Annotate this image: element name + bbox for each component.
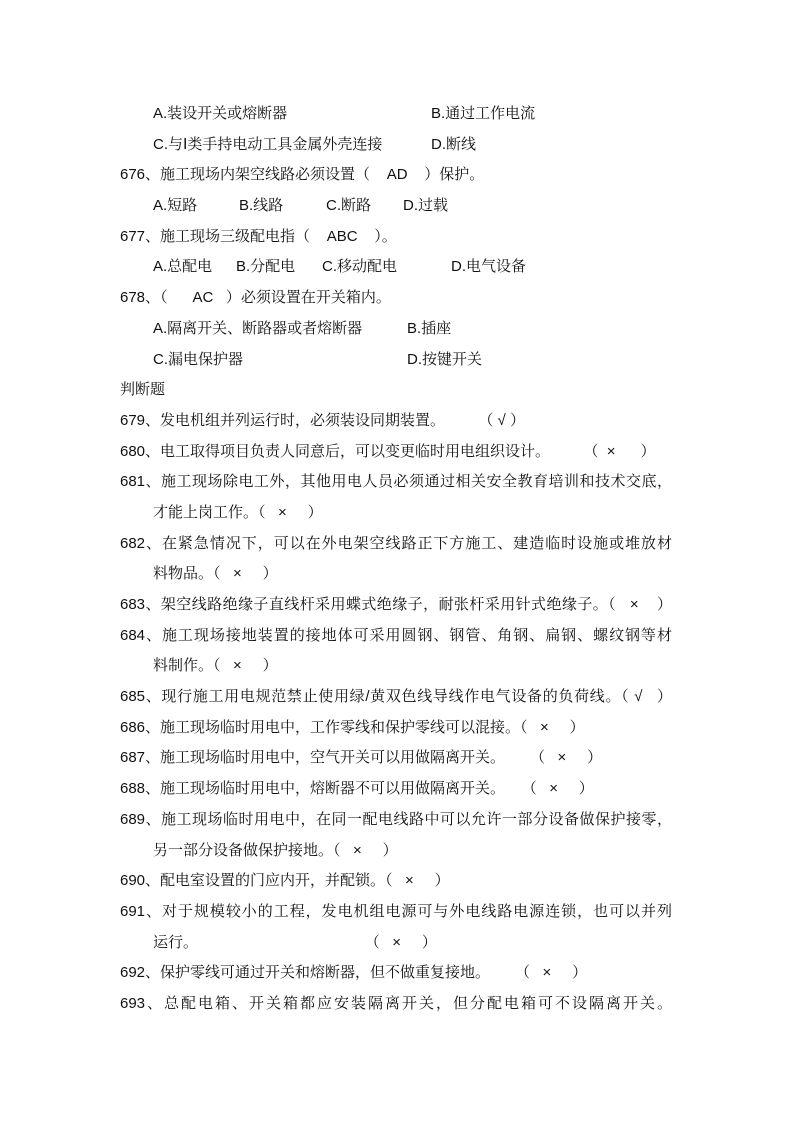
judgement-answer: （ × ） <box>213 657 278 675</box>
q678-options-row-1 <box>0 314 793 345</box>
question-676 <box>0 160 793 191</box>
judgement-item <box>0 621 672 652</box>
q678-options-row-2 <box>0 345 793 376</box>
judgement-answer: （ × ） <box>198 933 437 951</box>
answer: AC <box>167 289 226 307</box>
judgement-text-cont: 运行。 <box>153 933 199 951</box>
option-b: B.线路 <box>239 197 284 215</box>
judgement-text: 684、施工现场接地装置的接地体可采用圆钢、钢管、角钢、扁钢、螺纹钢等材 <box>120 626 672 644</box>
question-stem: 678、（ <box>120 289 168 307</box>
judgement-item <box>0 774 793 805</box>
option-d: D.电气设备 <box>451 258 527 276</box>
question-677 <box>0 222 793 253</box>
option-a: A.装设开关或熔断器 <box>153 105 288 122</box>
answer: AD <box>370 166 425 184</box>
judgement-text-cont: 料物品。 <box>153 565 214 583</box>
judgement-answer: （ × ） <box>333 841 398 859</box>
question-tail: ）保护。 <box>424 166 485 184</box>
judgement-item <box>0 467 672 498</box>
judgement-text: 685、现行施工用电规范禁止使用绿/黄双色线导线作电气设备的负荷线。 <box>120 688 622 706</box>
judgement-item <box>0 805 672 836</box>
judgement-continuation <box>0 559 793 590</box>
question-stem: 676、施工现场内架空线路必须设置（ <box>120 166 371 184</box>
judgement-text-cont: 才能上岗工作。 <box>153 503 259 521</box>
question-678 <box>0 283 793 314</box>
option-d: D.过载 <box>403 197 449 215</box>
judgement-continuation <box>0 928 793 959</box>
judgement-text: 682、在紧急情况下，可以在外电架空线路正下方施工、建造临时设施或堆放材 <box>120 534 672 552</box>
judgement-text: 683、架空线路绝缘子直线杆采用蝶式绝缘子，耐张杆采用针式绝缘子。 <box>120 596 609 613</box>
option-a: A.短路 <box>153 197 198 215</box>
option-a: A.总配电 <box>153 258 213 276</box>
judgement-item <box>0 743 793 774</box>
judgement-item <box>0 958 793 989</box>
judgement-answer: （ × ） <box>490 964 588 982</box>
judgement-list <box>0 406 793 1020</box>
judgement-answer: （ × ） <box>520 718 585 736</box>
judgement-item <box>0 590 672 621</box>
option-b: B.插座 <box>407 319 452 337</box>
judgement-answer: （ × ） <box>213 565 278 583</box>
judgement-item <box>0 437 793 468</box>
judgement-answer: （ √ ） <box>621 688 673 706</box>
judgement-text: 679、发电机组并列运行时，必须装设同期装置。 <box>120 411 446 429</box>
judgement-text: 687、施工现场临时用电中，空气开关可以用做隔离开关。 <box>120 749 506 767</box>
judgement-answer: （ × ） <box>385 872 450 890</box>
judgement-text: 688、施工现场临时用电中，熔断器不可以用做隔离开关。 <box>120 780 506 798</box>
judgement-text: 681、施工现场除电工外，其他用电人员必须通过相关安全教育培训和技术交底， <box>120 473 672 491</box>
judgement-answer: （ × ） <box>505 780 594 798</box>
judgement-item <box>0 897 672 928</box>
judgement-item <box>0 529 672 560</box>
option-c: C.漏电保护器 <box>153 350 244 368</box>
q677-options <box>0 252 793 283</box>
option-c: C.与Ⅰ类手持电动工具金属外壳连接 <box>153 135 383 153</box>
q676-options <box>0 191 793 222</box>
judgement-answer: （ × ） <box>608 596 672 613</box>
judgement-item <box>0 406 793 437</box>
judgement-text: 680、电工取得项目负责人同意后，可以变更临时用电组织设计。 <box>120 442 551 460</box>
judgement-answer: （ × ） <box>550 442 656 460</box>
option-d: D.按键开关 <box>407 350 483 368</box>
judgement-text: 692、保护零线可通过开关和熔断器，但不做重复接地。 <box>120 964 491 982</box>
judgement-item <box>0 989 672 1020</box>
question-tail: ）必须设置在开关箱内。 <box>225 289 391 307</box>
judgement-item <box>0 682 672 713</box>
judgement-text-cont: 另一部分设备做保护接地。 <box>153 841 334 859</box>
judgement-text: 691、对于规模较小的工程，发电机组电源可与外电线路电源连锁，也可以并列 <box>120 902 672 920</box>
question-tail: ）。 <box>374 227 397 245</box>
judgement-text: 689、施工现场临时用电中，在同一配电线路中可以允许一部分设备做保护接零， <box>120 810 672 828</box>
q675-options-row-1 <box>0 99 793 130</box>
judgement-answer: （ × ） <box>258 503 323 521</box>
option-a: A.隔离开关、断路器或者熔断器 <box>153 319 363 337</box>
option-c: C.移动配电 <box>322 258 398 276</box>
judgement-text: 693、总配电箱、开关箱都应安装隔离开关，但分配电箱可不设隔离开关。 <box>120 994 672 1012</box>
answer: ABC <box>310 227 375 245</box>
judgement-answer: （ √ ） <box>445 411 525 429</box>
option-b: B.通过工作电流 <box>431 105 536 122</box>
document-page <box>0 99 793 1020</box>
judgement-text: 690、配电室设置的门应内开，并配锁。 <box>120 872 386 890</box>
option-d: D.断线 <box>431 135 477 153</box>
judgement-continuation <box>0 836 793 867</box>
judgement-continuation <box>0 498 793 529</box>
question-stem: 677、施工现场三级配电指（ <box>120 227 311 245</box>
q675-options-row-2 <box>0 130 793 161</box>
option-b: B.分配电 <box>236 258 296 276</box>
section-title: 判断题 <box>120 381 166 399</box>
judgement-continuation <box>0 651 793 682</box>
judgement-text: 686、施工现场临时用电中，工作零线和保护零线可以混接。 <box>120 718 521 736</box>
judgement-item <box>0 713 793 744</box>
option-c: C.断路 <box>326 197 372 215</box>
judgement-text-cont: 料制作。 <box>153 657 214 675</box>
judgement-answer: （ × ） <box>505 749 603 767</box>
judgement-item <box>0 866 793 897</box>
